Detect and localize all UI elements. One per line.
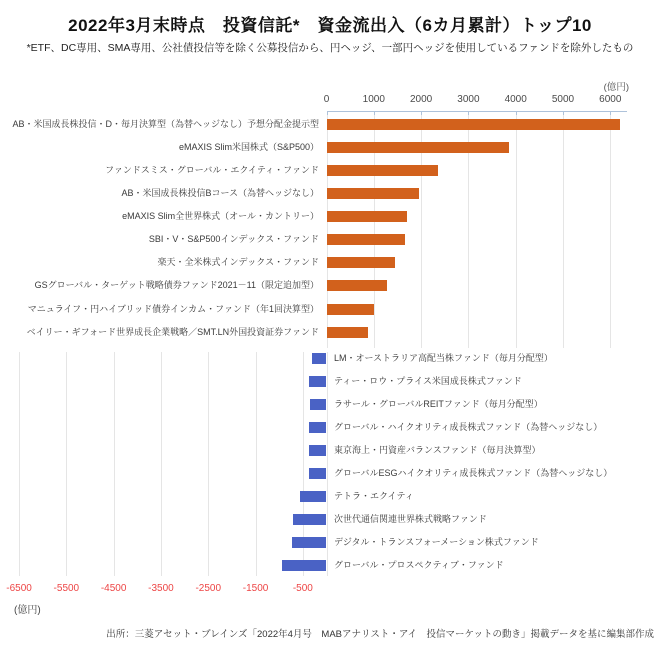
- fund-label-inflow: AB・米国成長株投信Bコース（為替ヘッジなし）: [121, 188, 319, 199]
- fund-label-inflow: eMAXIS Slim米国株式（S&P500）: [178, 142, 319, 153]
- grid-line: [610, 111, 611, 348]
- source-note: 出所：三菱アセット・ブレインズ「2022年4月号 MABアナリスト・アイ 投信マーケットの動き」掲載データを基に編集部作成: [106, 629, 654, 640]
- bar-inflow: [327, 257, 396, 268]
- fund-label-outflow: デジタル・トランスフォーメーション株式ファンド: [334, 537, 539, 548]
- axis-tick-label-negative: -4500: [100, 583, 127, 594]
- unit-label-bottom: (億円): [14, 605, 41, 616]
- axis-tick-label: 1000: [362, 94, 385, 105]
- grid-line: [516, 111, 517, 348]
- chart-title: 2022年3月末時点 投資信託* 資金流出入（6カ月累計）トップ10: [68, 16, 592, 35]
- bar-outflow: [312, 353, 327, 364]
- unit-label-top: (億円): [603, 82, 629, 93]
- bar-outflow: [309, 376, 326, 387]
- chart-subtitle: *ETF、DC専用、SMA専用、公社債投信等を除く公募投信から、円ヘッジ、一部円ヘッジを使用しているファンドを除外したもの: [26, 42, 634, 54]
- bar-outflow: [309, 445, 326, 456]
- bar-inflow: [327, 304, 374, 315]
- bar-outflow: [309, 422, 326, 433]
- fund-label-inflow: ファンドスミス・グローバル・エクイティ・ファンド: [105, 165, 319, 176]
- fund-label-outflow: グローバル・プロスペクティブ・ファンド: [334, 560, 504, 571]
- grid-line: [19, 352, 20, 576]
- axis-tick-label-negative: -1500: [242, 583, 269, 594]
- bar-inflow: [327, 188, 420, 199]
- axis-tick-label-negative: -2500: [195, 583, 222, 594]
- grid-line: [114, 352, 115, 576]
- fund-label-outflow: ラサール・グローバルREITファンド（毎月分配型）: [334, 398, 543, 409]
- bar-inflow: [327, 280, 387, 291]
- top-axis-line: [327, 111, 627, 112]
- bar-outflow: [293, 514, 326, 525]
- axis-tick-label-negative: -5500: [53, 583, 80, 594]
- axis-tick-label: 0: [323, 94, 330, 105]
- axis-tick-label-negative: -3500: [148, 583, 174, 594]
- axis-tick-label: 6000: [599, 94, 622, 105]
- grid-line: [208, 352, 209, 576]
- grid-line: [563, 111, 564, 348]
- fund-label-inflow: ベイリー・ギフォード世界成長企業戦略／SMT.LN外国投資証券ファンド: [26, 326, 319, 337]
- fund-label-outflow: テトラ・エクイティ: [334, 491, 414, 501]
- fund-label-inflow: 楽天・全米株式インデックス・ファンド: [157, 257, 319, 268]
- grid-line: [66, 352, 67, 576]
- bar-outflow: [292, 537, 327, 548]
- axis-tick-label: 5000: [551, 94, 575, 105]
- bar-inflow: [327, 327, 369, 338]
- axis-tick-label: 2000: [409, 94, 433, 105]
- axis-tick-label-negative: -500: [292, 583, 313, 594]
- axis-tick-label-negative: -6500: [6, 583, 32, 594]
- fund-label-outflow: グローバル・ハイクオリティ成長株式ファンド（為替ヘッジなし）: [334, 421, 603, 432]
- axis-tick-label: 4000: [504, 94, 527, 105]
- fund-label-inflow: eMAXIS Slim全世界株式（オール・カントリー）: [122, 211, 319, 222]
- fund-label-inflow: AB・米国成長株投信・D・毎月決算型（為替ヘッジなし）予想分配金提示型: [12, 119, 319, 130]
- bar-inflow: [327, 119, 620, 130]
- axis-tick-label: 3000: [457, 94, 480, 105]
- bar-inflow: [327, 165, 438, 176]
- fund-label-outflow: LM・オーストラリア高配当株ファンド（毎月分配型）: [334, 352, 553, 363]
- bar-outflow: [300, 491, 326, 502]
- bar-outflow: [310, 399, 326, 410]
- fund-label-inflow: SBI・V・S&P500インデックス・ファンド: [148, 234, 319, 245]
- grid-line: [256, 352, 257, 576]
- bar-inflow: [327, 211, 407, 222]
- zero-baseline: [327, 352, 328, 576]
- bar-outflow: [309, 468, 327, 479]
- bar-outflow: [282, 560, 327, 571]
- fund-label-outflow: グローバルESGハイクオリティ成長株式ファンド（為替ヘッジなし）: [334, 467, 613, 478]
- fund-label-outflow: ティー・ロウ・プライス米国成長株式ファンド: [334, 375, 522, 386]
- bar-inflow: [327, 234, 405, 245]
- fund-label-inflow: GSグローバル・ターゲット戦略債券ファンド2021－11（限定追加型）: [34, 280, 319, 291]
- fund-label-outflow: 東京海上・円資産バランスファンド（毎月決算型）: [334, 444, 541, 455]
- fund-label-outflow: 次世代通信関連世界株式戦略ファンド: [334, 514, 487, 525]
- grid-line: [161, 352, 162, 576]
- bar-inflow: [327, 142, 509, 153]
- fund-label-inflow: マニュライフ・円ハイブリッド債券インカム・ファンド（年1回決算型）: [27, 303, 319, 314]
